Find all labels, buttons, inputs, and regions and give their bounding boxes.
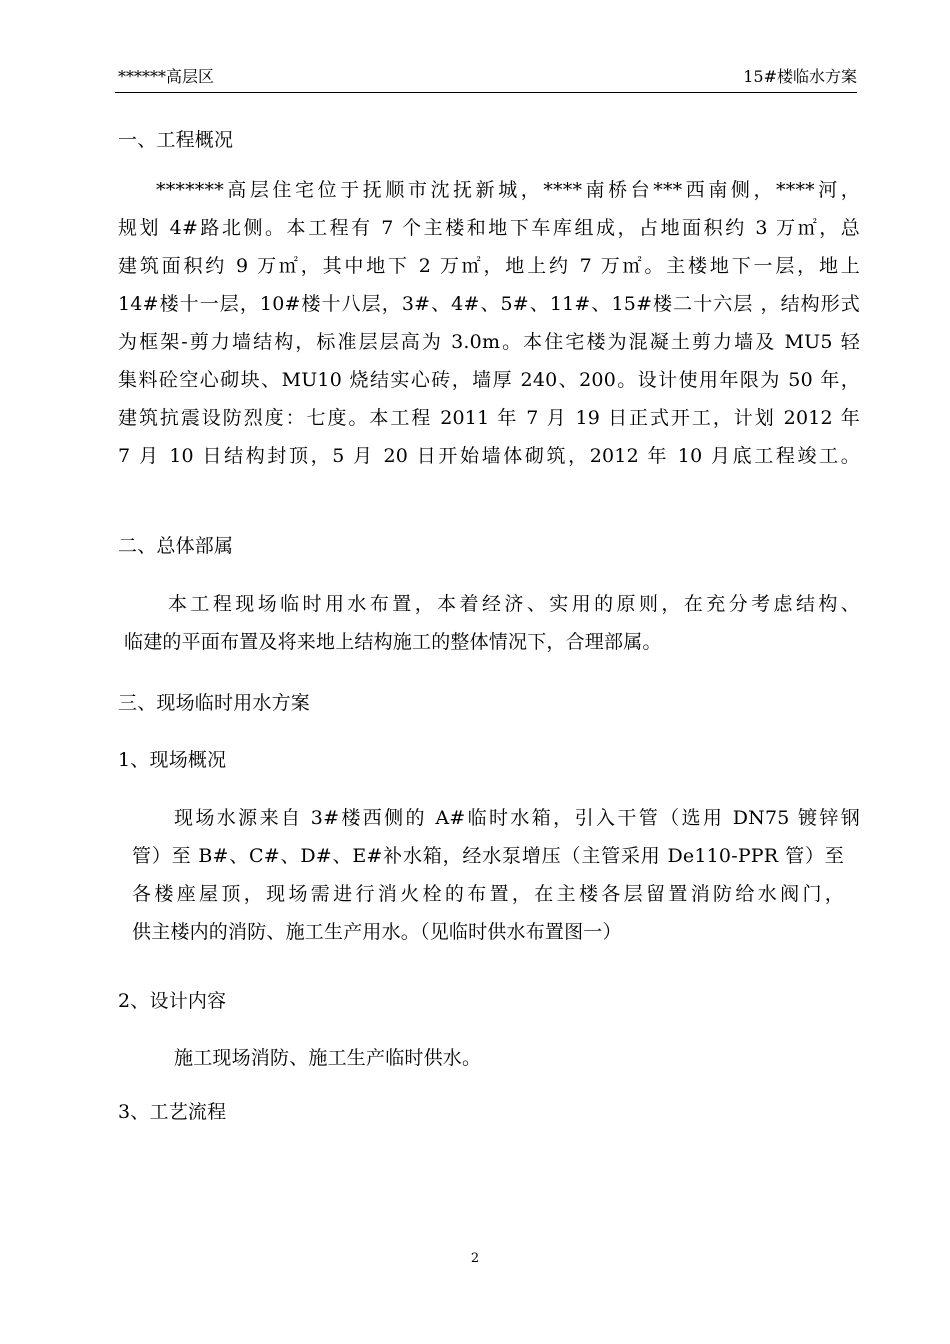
paragraph-line: 各楼座屋顶，现场需进行消火栓的布置，在主楼各层留置消防给水阀门， xyxy=(132,883,844,905)
paragraph-line: 供主楼内的消防、施工生产用水。（见临时供水布置图一） xyxy=(132,921,622,943)
section-1-paragraph xyxy=(118,171,860,475)
paragraph-line: *******高层住宅位于抚顺市沈抚新城，****南桥台***西南侧，****河， xyxy=(156,179,860,201)
section-2-heading: 二、总体部属 xyxy=(118,535,234,557)
section-1-heading: 一、工程概况 xyxy=(118,129,234,151)
paragraph-line: 7 月 10 日结构封顶，5 月 20 日开始墙体砌筑，2012 年 10 月底工程竣工。 xyxy=(118,445,860,467)
paragraph-line: 建筑抗震设防烈度：七度。本工程 2011 年 7 月 19 日正式开工，计划 2012 年 xyxy=(118,407,860,429)
paragraph-line: 集料砼空心砌块、MU10 烧结实心砖，墙厚 240、200。设计使用年限为 50 年， xyxy=(118,369,860,391)
section-2-paragraph xyxy=(118,585,860,661)
subsection-3-1-heading: 1、现场概况 xyxy=(118,749,227,771)
paragraph-line: 14#楼十一层，10#楼十八层，3#、4#、5#、11#、15#楼二十六层 ，结构形式 xyxy=(118,293,860,315)
header-document-title: 15#楼临水方案 xyxy=(743,67,857,86)
paragraph-line: 规划 4#路北侧。本工程有 7 个主楼和地下车库组成，占地面积约 3 万㎡，总 xyxy=(118,217,860,239)
subsection-3-2-paragraph: 施工现场消防、施工生产临时供水。 xyxy=(174,1047,482,1069)
paragraph-line: 管）至 B#、C#、D#、E#补水箱，经水泵增压（主管采用 De110-PPR 管）至 xyxy=(132,845,844,867)
header-divider xyxy=(115,92,857,93)
header-project-name: ******高层区 xyxy=(118,67,215,86)
subsection-3-1-paragraph xyxy=(118,799,860,951)
paragraph-line: 现场水源来自 3#楼西侧的 A#临时水箱，引入干管（选用 DN75 镀锌钢 xyxy=(174,807,860,829)
paragraph-line: 为框架-剪力墙结构，标准层层高为 3.0m。本住宅楼为混凝土剪力墙及 MU5 轻 xyxy=(118,331,860,353)
subsection-3-3-heading: 3、工艺流程 xyxy=(118,1101,227,1123)
section-3-heading: 三、现场临时用水方案 xyxy=(118,692,311,714)
subsection-3-2-heading: 2、设计内容 xyxy=(118,990,227,1012)
paragraph-line: 临建的平面布置及将来地上结构施工的整体情况下，合理部属。 xyxy=(124,631,662,653)
paragraph-line: 建筑面积约 9 万㎡，其中地下 2 万㎡，地上约 7 万㎡。主楼地下一层，地上 xyxy=(118,255,860,277)
page-number: 2 xyxy=(470,1251,480,1266)
paragraph-line: 本工程现场临时用水布置，本着经济、实用的原则，在充分考虑结构、 xyxy=(168,593,860,615)
